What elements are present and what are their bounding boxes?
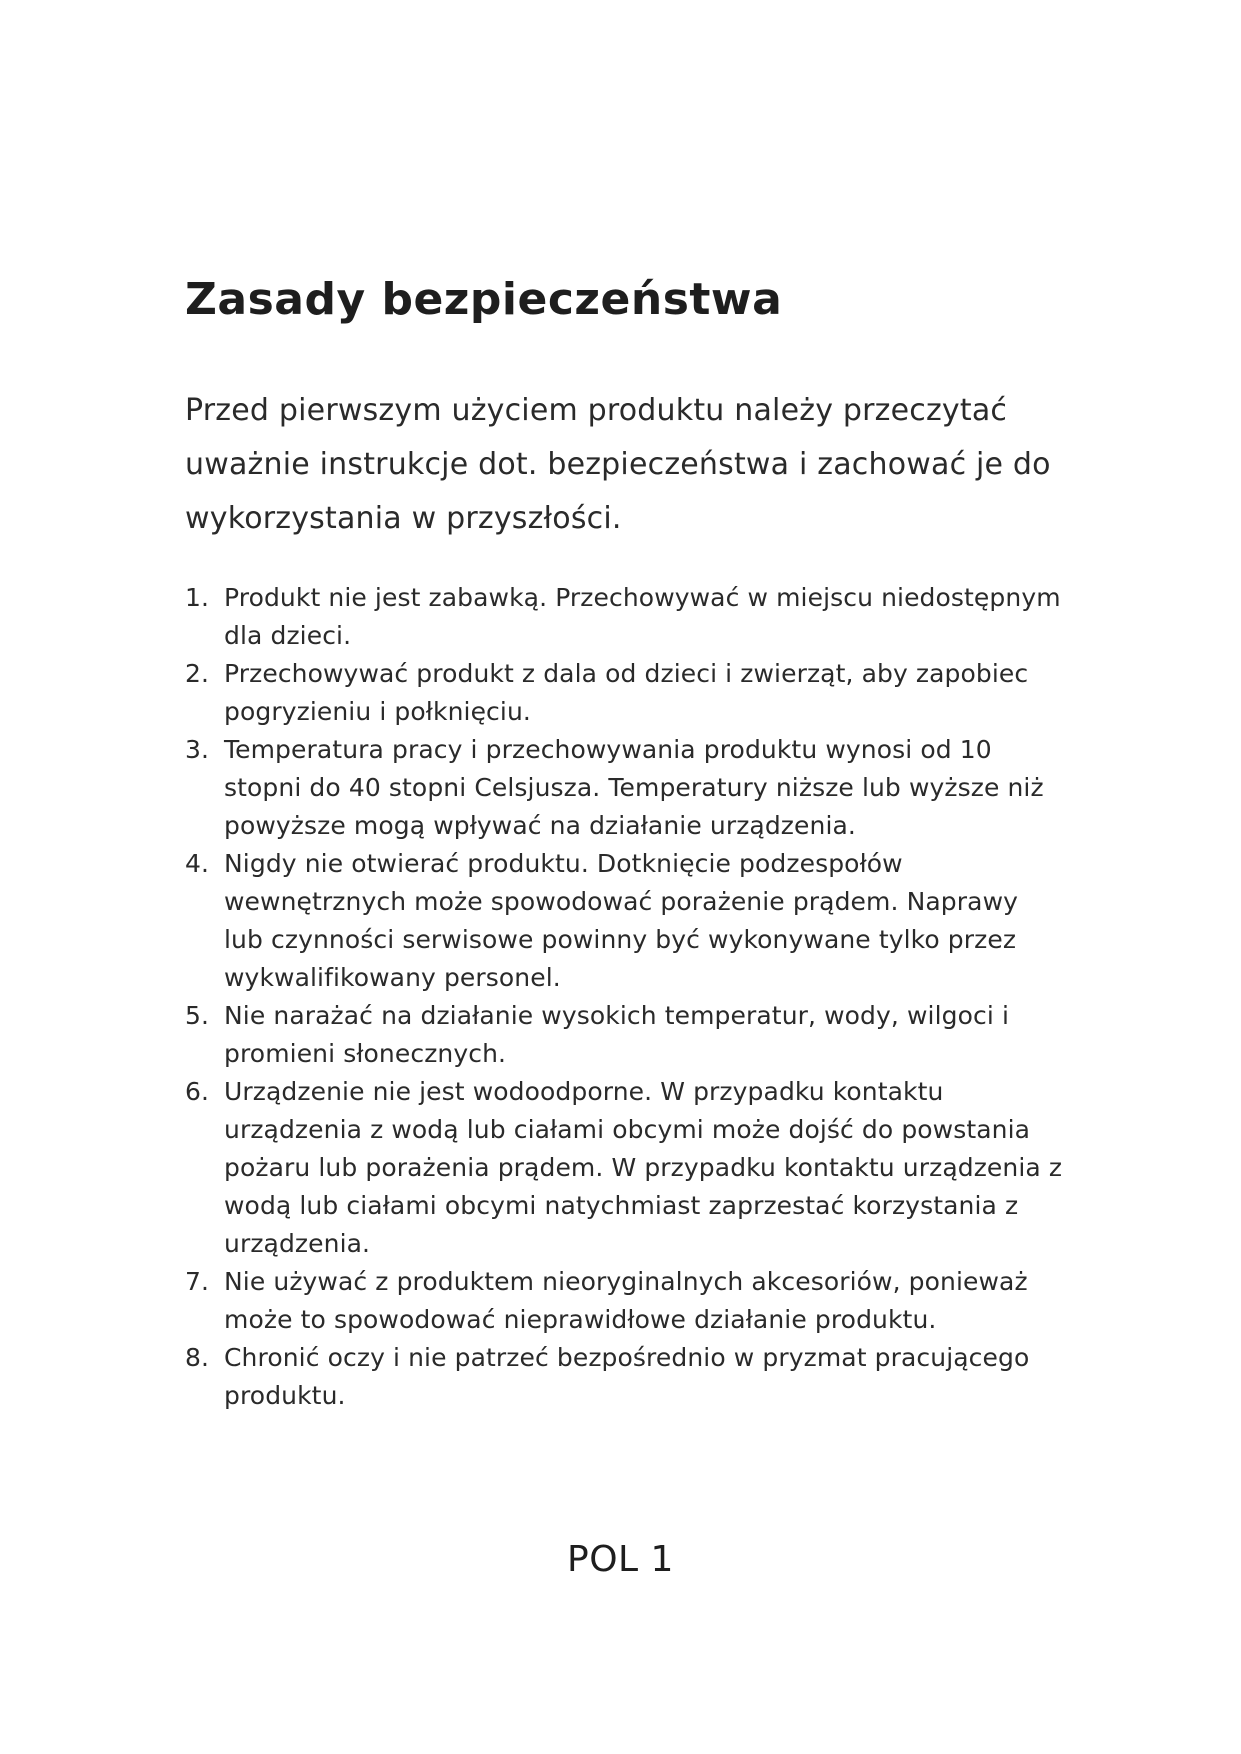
list-item: [185, 731, 1065, 845]
list-item-text: Nie używać z produktem nieoryginalnych akcesoriów, ponieważ może to spowodować nieprawidłowe działanie produktu.: [224, 1267, 1028, 1334]
page-title: Zasady bezpieczeństwa: [185, 274, 783, 325]
list-item-number: 5.: [185, 1001, 210, 1030]
list-item-number: 1.: [185, 583, 210, 612]
list-item-number: 2.: [185, 659, 210, 688]
list-item: [185, 579, 1065, 655]
list-item-number: 6.: [185, 1077, 210, 1106]
list-item-number: 4.: [185, 849, 210, 878]
list-item: [185, 1339, 1065, 1415]
list-item: [185, 655, 1065, 731]
list-item: [185, 1073, 1065, 1263]
list-item-text: Urządzenie nie jest wodoodporne. W przypadku kontaktu urządzenia z wodą lub ciałami obcymi może dojść do powstania pożaru lub porażenia prądem. W przypadku kontaktu urządzenia z wodą lub ciałami obcymi natychmiast zaprzestać korzystania z urządzenia.: [224, 1077, 1063, 1258]
list-item-text: Temperatura pracy i przechowywania produktu wynosi od 10 stopni do 40 stopni Celsjusza. Temperatury niższe lub wyższe niż powyższe mogą wpływać na działanie urządzenia.: [224, 735, 1044, 840]
page-number: POL 1: [567, 1539, 674, 1580]
list-item-number: 7.: [185, 1267, 210, 1296]
intro-paragraph: Przed pierwszym użyciem produktu należy przeczytać uważnie instrukcje dot. bezpieczeństwa i zachować je do wykorzystania w przyszłości.: [185, 393, 1051, 536]
list-item-text: Nie narażać na działanie wysokich temperatur, wody, wilgoci i promieni słonecznych.: [224, 1001, 1009, 1068]
list-item: [185, 1263, 1065, 1339]
list-item-text: Produkt nie jest zabawką. Przechowywać w miejscu niedostępnym dla dzieci.: [224, 583, 1061, 650]
list-item-number: 3.: [185, 735, 210, 764]
list-item-text: Przechowywać produkt z dala od dzieci i zwierząt, aby zapobiec pogryzieniu i połknięciu.: [224, 659, 1029, 726]
list-item: [185, 997, 1065, 1073]
list-item: [185, 845, 1065, 997]
list-item-text: Chronić oczy i nie patrzeć bezpośrednio w pryzmat pracującego produktu.: [224, 1343, 1030, 1410]
safety-rules-list: [185, 579, 1065, 1415]
list-item-text: Nigdy nie otwierać produktu. Dotknięcie podzespołów wewnętrznych może spowodować porażenie prądem. Naprawy lub czynności serwisowe powinny być wykonywane tylko przez wykwalifikowany personel.: [224, 849, 1019, 992]
list-item-number: 8.: [185, 1343, 210, 1372]
